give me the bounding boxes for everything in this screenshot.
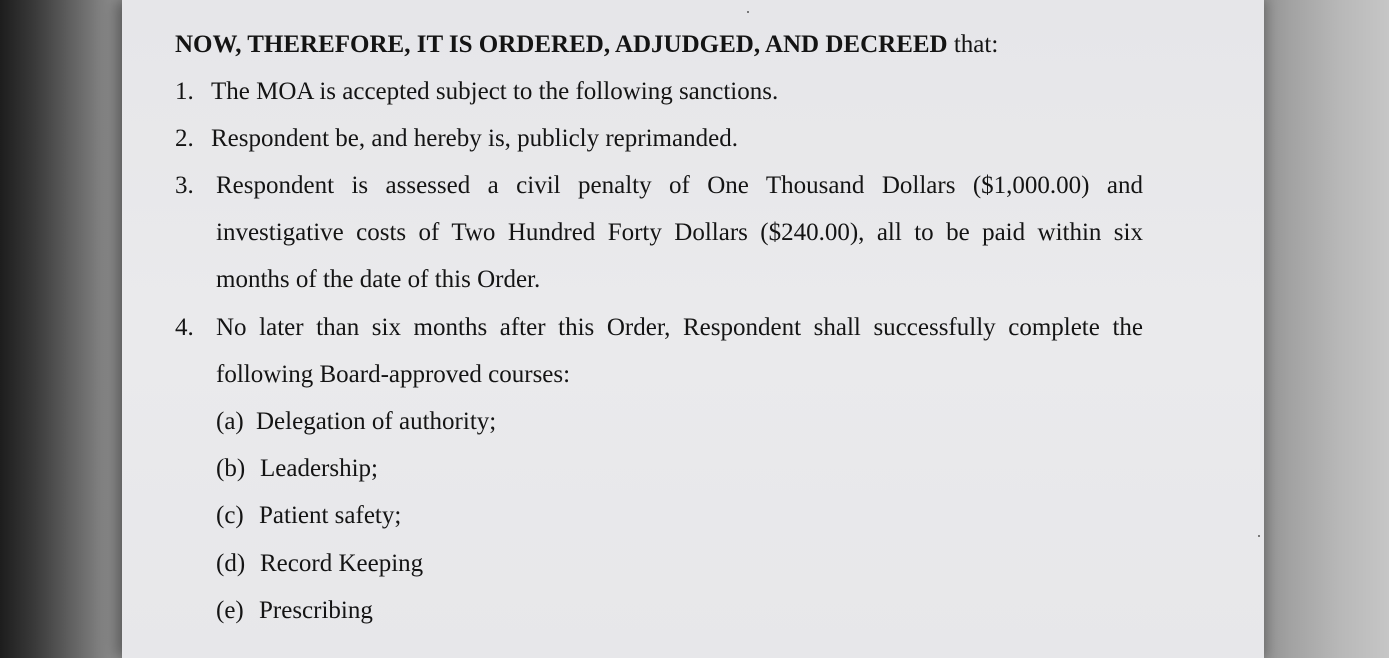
item-3-line-2: investigative costs of Two Hundred Forty Dollars ($240.00), all to be paid within six: [216, 219, 1143, 246]
speck: [747, 11, 749, 13]
course-label: (d): [216, 550, 246, 577]
course-text: Delegation of authority;: [256, 408, 497, 435]
course-text: Leadership;: [260, 455, 379, 482]
item-4-number: 4.: [175, 314, 194, 341]
item-2-text: Respondent be, and hereby is, publicly reprimanded.: [211, 125, 738, 152]
item-3-line-3: months of the date of this Order.: [216, 266, 541, 293]
course-text: Patient safety;: [259, 502, 402, 529]
item-3-line-1: Respondent is assessed a civil penalty of One Thousand Dollars ($1,000.00) and: [216, 172, 1143, 199]
order-heading-bold: NOW, THEREFORE, IT IS ORDERED, ADJUDGED, AND DECREED: [175, 31, 948, 58]
course-text: Record Keeping: [260, 550, 424, 577]
course-label: (e): [216, 597, 244, 624]
course-label: (a): [216, 408, 244, 435]
item-1-number: 1.: [175, 78, 194, 105]
course-item: [216, 596, 373, 626]
order-heading-rest: that:: [947, 31, 999, 58]
course-label: (c): [216, 502, 244, 529]
item-3-number: 3.: [175, 172, 194, 199]
item-4-line-1: No later than six months after this Order, Respondent shall successfully complete the: [216, 314, 1143, 341]
speck: [1258, 535, 1260, 537]
order-heading: [175, 30, 998, 60]
course-item: [216, 501, 401, 531]
document-page: [122, 0, 1264, 658]
item-1-text: The MOA is accepted subject to the following sanctions.: [211, 78, 779, 105]
course-text: Prescribing: [259, 597, 373, 624]
item-2-number: 2.: [175, 125, 194, 152]
course-label: (b): [216, 455, 246, 482]
course-item: [216, 407, 496, 437]
course-item: [216, 454, 378, 484]
item-4-line-2: following Board-approved courses:: [216, 361, 571, 388]
course-item: [216, 549, 423, 579]
